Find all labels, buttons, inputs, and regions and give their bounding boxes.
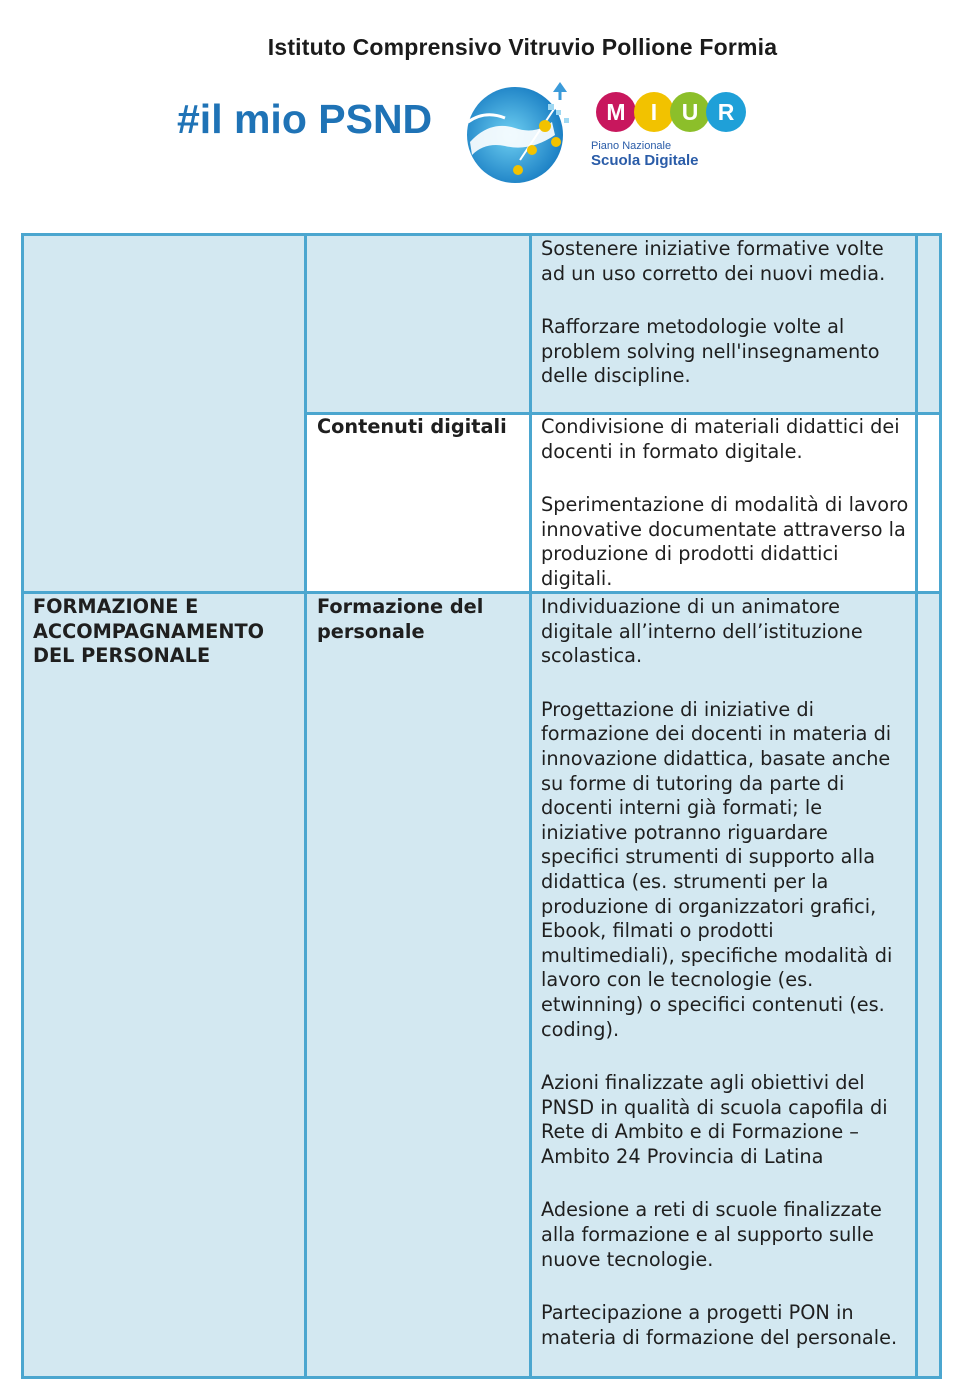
border-top xyxy=(21,233,942,236)
subarea-formazione-personale: Formazione del personale xyxy=(317,595,484,643)
row2-actions xyxy=(541,415,911,592)
miur-letter-u: U xyxy=(681,99,699,125)
border-bottom xyxy=(21,1376,942,1379)
subarea-contenuti-digitali: Contenuti digitali xyxy=(317,415,507,438)
miur-letter-m: M xyxy=(606,99,626,125)
row1-actions xyxy=(541,237,911,389)
action-paragraph: Sperimentazione di modalità di lavoro innovative documentate attraverso la produzione di prodotti didattici digitali. xyxy=(541,493,909,590)
border-col1 xyxy=(304,233,307,1379)
border-right xyxy=(939,233,942,1379)
border-col2 xyxy=(529,233,532,1379)
action-paragraph: Condivisione di materiali didattici dei docenti in formato digitale. xyxy=(541,415,900,463)
action-paragraph: Progettazione di iniziative di formazione dei docenti in materia di innovazione didattica, basate anche su forme di tutoring da parte di docenti interni già formati; le iniziative potranno riguardare specifici strumenti di supporto alla didattica (es. strumenti per la produzione di organizzatori grafici, Ebook, filmati o prodotti multimediali), specifiche modalità di lavoro con le tecnologie (es. etwinning) o specifici contenuti (es. coding). xyxy=(541,697,893,1041)
border-col3 xyxy=(915,233,918,1379)
action-paragraph: Adesione a reti di scuole finalizzate alla formazione e al supporto sulle nuove tecnologie. xyxy=(541,1198,882,1271)
miur-letter-r: R xyxy=(717,99,735,125)
miur-letter-i: I xyxy=(650,99,658,125)
pnsd-globe-logo xyxy=(460,80,585,188)
action-paragraph: Partecipazione a progetti PON in materia di formazione del personale. xyxy=(541,1301,898,1349)
miur-caption-small: Piano Nazionale xyxy=(591,140,672,152)
action-paragraph: Individuazione di un animatore digitale all’interno dell’istituzione scolastica. xyxy=(541,595,863,668)
hashtag-title: #il mio PSND xyxy=(177,96,433,142)
school-title: Istituto Comprensivo Vitruvio Pollione Formia xyxy=(267,34,778,60)
border-left xyxy=(21,233,24,1379)
miur-caption-big: Scuola Digitale xyxy=(591,151,699,169)
action-paragraph: Sostenere iniziative formative volte ad un uso corretto dei nuovi media. xyxy=(541,237,886,285)
miur-caption xyxy=(591,141,699,168)
action-paragraph: Rafforzare metodologie volte al problem solving nell'insegnamento delle discipline. xyxy=(541,315,880,388)
area-formazione-personale: FORMAZIONE E ACCOMPAGNAMENTO DEL PERSONALE xyxy=(33,595,265,668)
action-paragraph: Azioni finalizzate agli obiettivi del PNSD in qualità di scuola capofila di Rete di Ambito e di Formazione – Ambito 24 Provincia di Latina xyxy=(541,1071,888,1168)
miur-logo xyxy=(592,88,752,188)
row3-actions xyxy=(541,595,911,1350)
psnd-table xyxy=(21,233,942,1379)
